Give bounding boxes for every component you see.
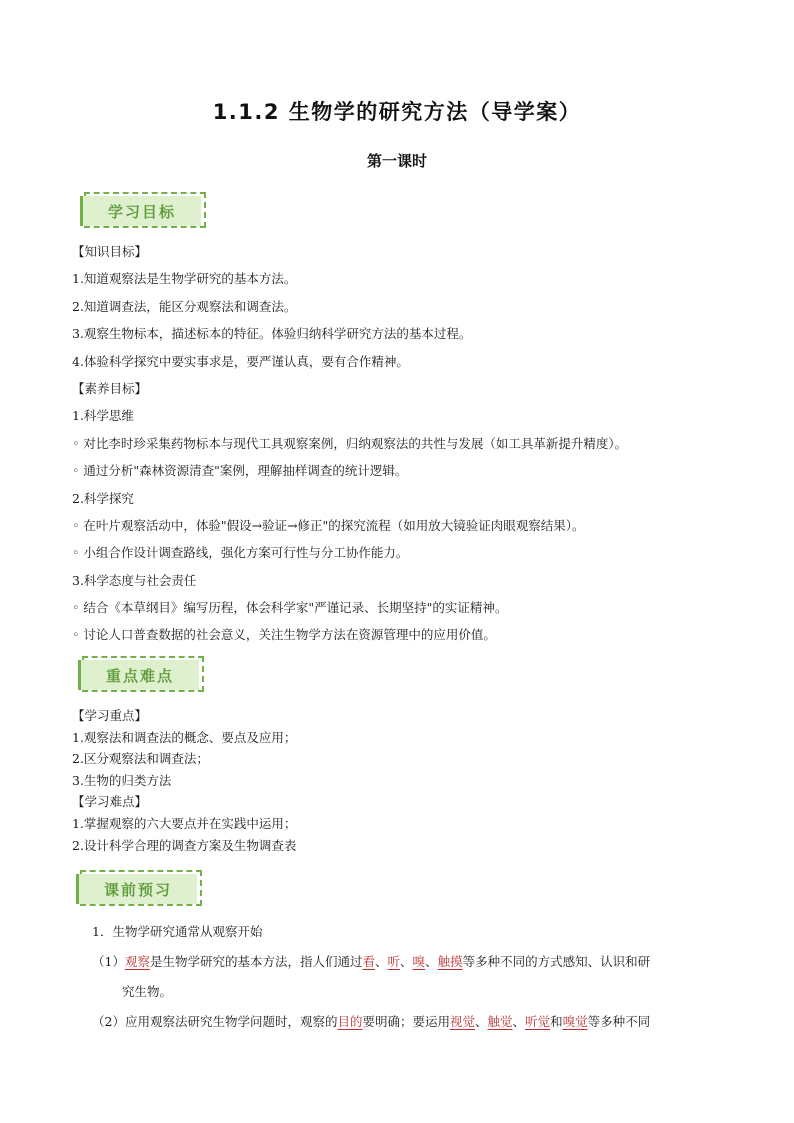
list-item: 2.设计科学合理的调查方案及生物调查表 — [72, 837, 297, 853]
list-item: 1.观察法和调查法的概念、要点及应用； — [72, 729, 297, 745]
blank-answer: 目的 — [337, 1014, 363, 1029]
literacy-heading: 【素养目标】 — [72, 380, 148, 396]
list-item: ◦ 通过分析"森林资源清查"案例，理解抽样调查的统计逻辑。 — [72, 463, 408, 479]
section-badge-objectives — [80, 192, 206, 230]
blank-answer: 听觉 — [525, 1014, 551, 1029]
thinking-title: 1.科学思维 — [72, 408, 134, 424]
section-badge-preview — [76, 870, 202, 908]
preview-block — [92, 917, 732, 1037]
preview-paragraph-1-cont: 究生物。 — [122, 984, 173, 999]
list-item: 2.知道调查法，能区分观察法和调查法。 — [72, 298, 297, 314]
difficulty-heading: 【学习难点】 — [72, 794, 148, 810]
list-item: ◦ 结合《本草纲目》编写历程，体会科学家"严谨记录、长期坚持"的实证精神。 — [72, 600, 508, 616]
attitude-title: 3.科学态度与社会责任 — [72, 572, 197, 588]
inquiry-title: 2.科学探究 — [72, 490, 134, 506]
preview-paragraph-2: （2）应用观察法研究生物学问题时，观察的目的要明确；要运用视觉、触觉、听觉和嗅觉等多种不同 — [92, 1014, 651, 1029]
list-item: 1.掌握观察的六大要点并在实践中运用； — [72, 815, 297, 831]
list-item: ◦ 对比李时珍采集药物标本与现代工具观察案例，归纳观察法的共性与发展（如工具革新提升精度）。 — [72, 435, 628, 451]
blank-answer: 视觉 — [450, 1014, 476, 1029]
knowledge-heading: 【知识目标】 — [72, 244, 148, 259]
list-item: ◦ 小组合作设计调查路线，强化方案可行性与分工协作能力。 — [72, 545, 409, 561]
list-item: 3.生物的归类方法 — [72, 772, 172, 788]
list-item: ◦ 在叶片观察活动中，体验"假设→验证→修正"的探究流程（如用放大镜验证肉眼观察结果）。 — [72, 517, 585, 533]
preview-paragraph-1: （1）观察是生物学研究的基本方法，指人们通过看、听、嗅、触摸等多种不同的方式感知、认识和研 — [92, 954, 651, 969]
blank-answer: 观察 — [124, 954, 150, 969]
page-title: 1.1.2 生物学的研究方法（导学案） — [212, 100, 582, 124]
focus-heading: 【学习重点】 — [72, 708, 148, 723]
blank-answer: 嗅觉 — [562, 1014, 588, 1029]
blank-answer: 触觉 — [487, 1014, 513, 1029]
list-item: 1.知道观察法是生物学研究的基本方法。 — [72, 271, 297, 287]
blank-answer: 触摸 — [437, 954, 463, 969]
preview-item-title: 1．生物学研究通常从观察开始 — [92, 924, 263, 939]
key-points-block — [72, 705, 732, 856]
list-item: 3.观察生物标本，描述标本的特征。体验归纳科学研究方法的基本过程。 — [72, 326, 472, 342]
list-item: 2.区分观察法和调查法； — [72, 751, 209, 767]
badge-label: 学习目标 — [80, 196, 201, 226]
blank-answer: 看 — [362, 954, 375, 969]
blank-answer: 嗅 — [412, 954, 426, 969]
blank-answer: 听 — [387, 954, 401, 969]
section-badge-key-points — [78, 656, 204, 694]
list-item: ◦ 讨论人口普查数据的社会意义，关注生物学方法在资源管理中的应用价值。 — [72, 627, 496, 643]
list-item: 4.体验科学探究中要实事求是，要严谨认真，要有合作精神。 — [72, 353, 409, 369]
page-subtitle: 第一课时 — [366, 152, 427, 170]
badge-label: 重点难点 — [78, 660, 199, 690]
badge-label: 课前预习 — [76, 874, 197, 904]
objectives-block — [72, 238, 732, 649]
